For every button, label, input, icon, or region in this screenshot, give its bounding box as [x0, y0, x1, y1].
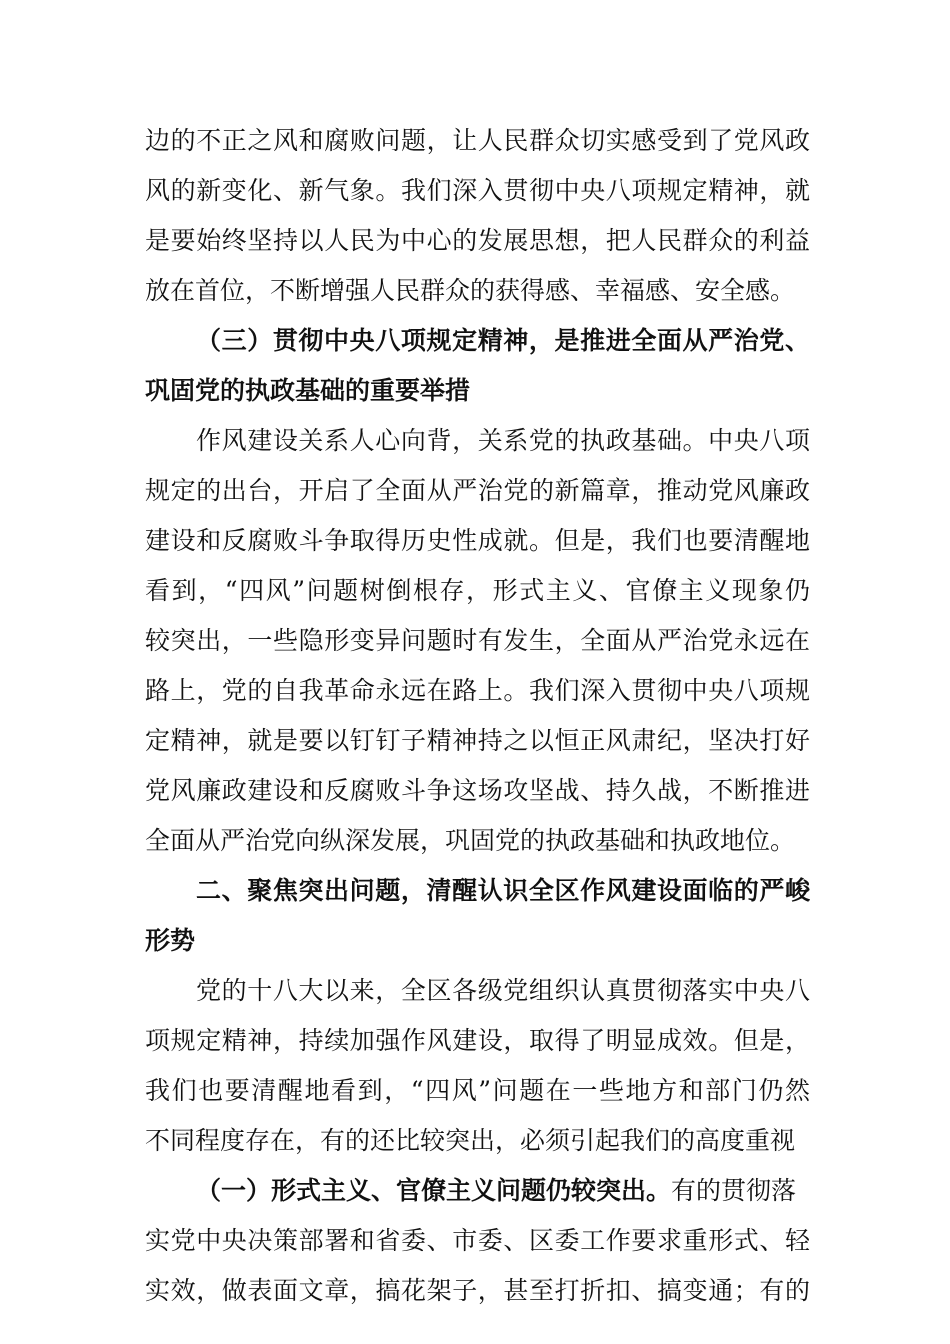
body-text-line: 全面从严治党向纵深发展，巩固党的执政基础和执政地位。	[145, 826, 796, 855]
body-text-line: 风的新变化、新气象。我们深入贯彻中央八项规定精神，就	[145, 176, 810, 205]
body-text-line: 我们也要清醒地看到，“四风”问题在一些地方和部门仍然	[145, 1076, 810, 1105]
body-text-line: 党风廉政建设和反腐败斗争这场攻坚战、持久战，不断推进	[145, 776, 810, 805]
body-text-line: 定精神，就是要以钉钉子精神持之以恒正风肃纪，坚决打好	[145, 726, 810, 755]
body-text-line: 作风建设关系人心向背，关系党的执政基础。中央八项	[196, 426, 810, 455]
section-heading-2-line-2: 形势	[145, 926, 196, 955]
body-text-line: 看到，“四风”问题树倒根存，形式主义、官僚主义现象仍	[145, 576, 810, 605]
subsection-heading-3-line-1: （三）贯彻中央八项规定精神，是推进全面从严治党、	[196, 326, 810, 355]
body-text-line: 边的不正之风和腐败问题，让人民群众切实感受到了党风政	[145, 126, 810, 155]
body-text-line: 规定的出台，开启了全面从严治党的新篇章，推动党风廉政	[145, 476, 810, 505]
body-text-inline: 有的贯彻落	[671, 1176, 797, 1205]
section-heading-2-line-1: 二、聚焦突出问题，清醒认识全区作风建设面临的严峻	[196, 876, 810, 905]
subsection-1-paragraph-line	[196, 1168, 810, 1214]
body-text-line: 不同程度存在，有的还比较突出，必须引起我们的高度重视	[145, 1126, 796, 1155]
body-text-line: 项规定精神，持续加强作风建设，取得了明显成效。但是，	[145, 1026, 810, 1055]
subsection-heading-1: （一）形式主义、官僚主义问题仍较突出。	[196, 1176, 672, 1205]
body-text-line: 党的十八大以来，全区各级党组织认真贯彻落实中央八	[196, 976, 810, 1005]
body-text-line: 建设和反腐败斗争取得历史性成就。但是，我们也要清醒地	[145, 526, 810, 555]
body-text-line: 路上，党的自我革命永远在路上。我们深入贯彻中央八项规	[145, 676, 810, 705]
subsection-heading-3-line-2: 巩固党的执政基础的重要举措	[145, 376, 471, 405]
body-text-line: 较突出，一些隐形变异问题时有发生，全面从严治党永远在	[145, 626, 810, 655]
body-text-line: 是要始终坚持以人民为中心的发展思想，把人民群众的利益	[145, 226, 810, 255]
body-text-line: 实效，做表面文章，搞花架子，甚至打折扣、搞变通；有的	[145, 1276, 810, 1305]
body-text-line: 放在首位，不断增强人民群众的获得感、幸福感、安全感。	[145, 276, 796, 305]
body-text-line: 实党中央决策部署和省委、市委、区委工作要求重形式、轻	[145, 1226, 810, 1255]
